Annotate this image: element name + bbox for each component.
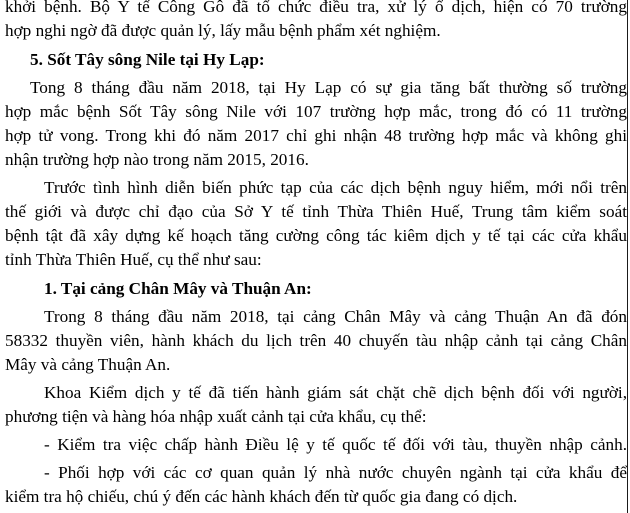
text-line: kiểm tra hộ chiếu, chú ý đến các hành khách đến từ quốc gia đang có dịch. — [5, 487, 518, 506]
list-item: - Phối hợp với các cơ quan quản lý nhà nước chuyên ngành tại cửa khẩu để — [44, 463, 627, 482]
text-line: Tong 8 tháng đầu năm 2018, tại Hy Lạp có sự gia tăng bất thường số trường — [30, 78, 627, 97]
text-line: Khoa Kiểm dịch y tế đã tiến hành giám sát chặt chẽ dịch bệnh đối với người, — [44, 383, 627, 402]
text-line: hợp mắc bệnh Sốt Tây sông Nile với 107 trường hợp mắc, trong đó có 11 trường — [5, 102, 627, 121]
text-line: hợp tử vong. Trong khi đó năm 2017 chỉ ghi nhận 48 trường hợp mắc và không ghi — [5, 126, 627, 145]
list-item: - Kiểm tra việc chấp hành Điều lệ y tế quốc tế đối với tàu, thuyền nhập cảnh. — [44, 435, 627, 454]
text-line: tỉnh Thừa Thiên Huế, cụ thể như sau: — [5, 250, 262, 269]
text-line: khởi bệnh. Bộ Y tế Công Gô đã tổ chức điều tra, xử lý ổ dịch, hiện có 70 trường — [5, 0, 627, 16]
text-line: nhận trường hợp nào trong năm 2015, 2016. — [5, 150, 309, 169]
page-edge-line — [627, 0, 628, 513]
text-line: bệnh tật đã xây dựng kế hoạch tăng cường công tác kiêm dịch y tế tại các cửa khẩu — [5, 226, 627, 245]
text-line: thế giới và được chỉ đạo của Sở Y tế tỉnh Thừa Thiên Huế, Trung tâm kiểm soát — [5, 202, 627, 221]
text-line: Trước tình hình diễn biến phức tạp của các dịch bệnh nguy hiểm, mới nổi trên — [44, 178, 627, 197]
text-line: hợp nghi ngờ đã được quản lý, lấy mẫu bệnh phẩm xét nghiệm. — [5, 21, 441, 40]
text-line: Mây và cảng Thuận An. — [5, 355, 171, 374]
text-line: phương tiện và hàng hóa nhập xuất cảnh tại cửa khẩu, cụ thể: — [5, 407, 427, 426]
section-heading: 5. Sốt Tây sông Nile tại Hy Lạp: — [30, 50, 265, 69]
text-line: 58332 thuyền viên, hành khách du lịch trên 40 chuyến tàu nhập cảnh tại cảng Chân — [5, 331, 627, 350]
section-heading: 1. Tại cảng Chân Mây và Thuận An: — [44, 279, 312, 298]
text-line: Trong 8 tháng đầu năm 2018, tại cảng Chân Mây và cảng Thuận An đã đón — [44, 307, 627, 326]
